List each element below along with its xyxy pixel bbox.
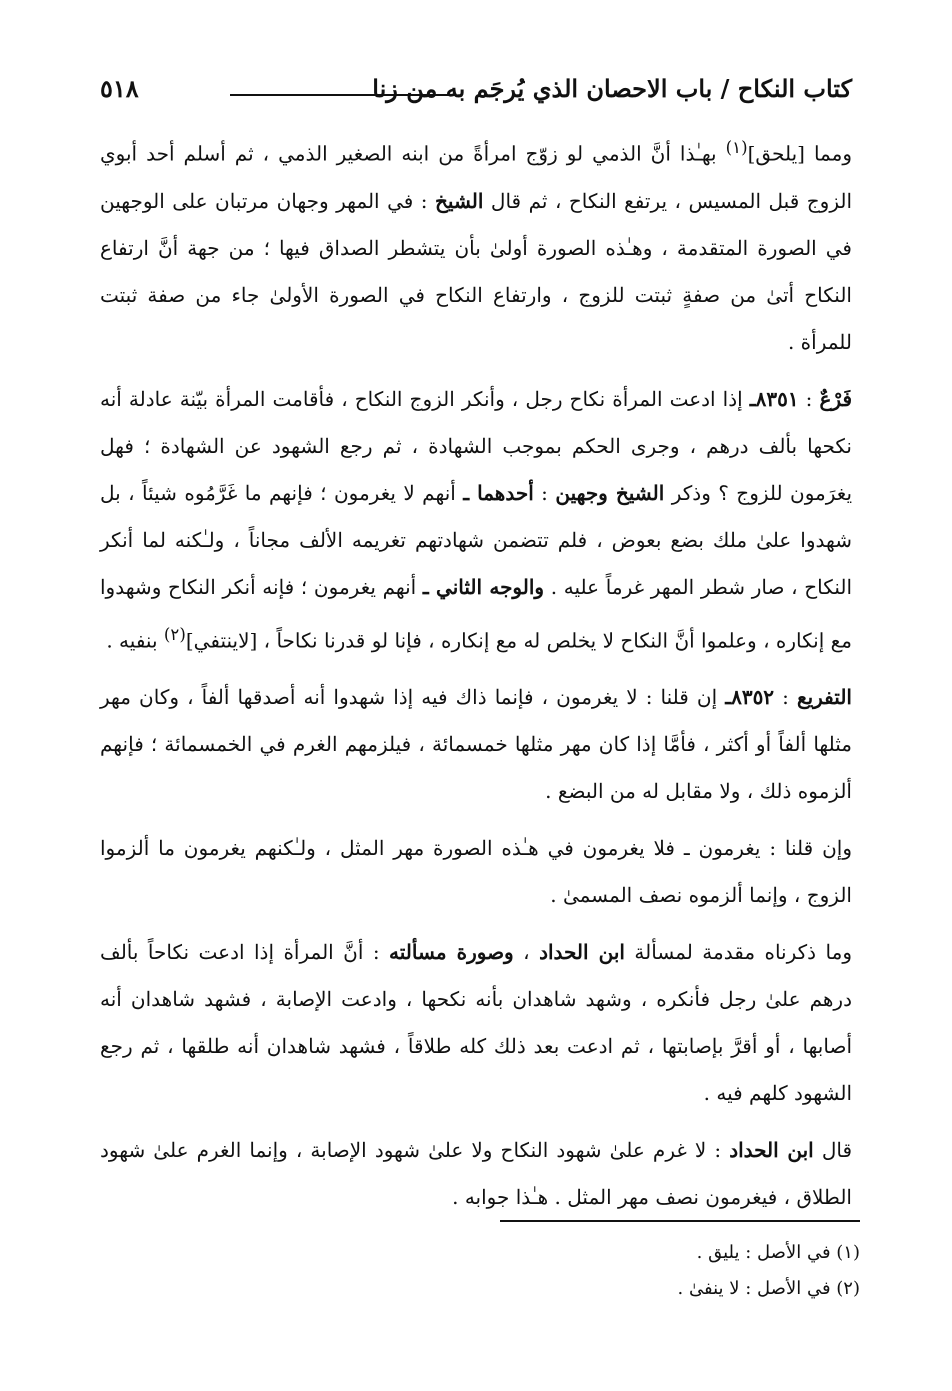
text-run: قال	[813, 1138, 853, 1163]
bold-term: فَرْعٌ	[819, 386, 853, 411]
bold-term: التفريع	[796, 685, 852, 710]
text-run: :	[798, 386, 820, 411]
footnote-ref: (١)	[725, 138, 748, 157]
text-run: : لا غرم علىٰ شهود النكاح ولا علىٰ شهود الإصابة ، وإنما الغرم علىٰ شهود الطلاق ، فيغرمون نصف مهر المثل . هـٰذا جوابه .	[100, 1138, 852, 1210]
text-run: : أنَّ المرأة إذا ادعت نكاحاً بألف درهم علىٰ رجل فأنكره ، وشهد شاهدان بأنه نكحها ، وادعت الإصابة ، فشهد شاهدان أنه أصابها ، أو أقرَّ بإصابتها ، ثم ادعت بعد ذلك كله طلاقاً ، فشهد شاهدان أنه طلقها ، ثم رجع الشهود كلهم فيه .	[100, 940, 852, 1106]
paragraph	[100, 1127, 852, 1221]
header-rule	[230, 94, 450, 96]
bold-term: ابن الحداد	[539, 940, 625, 965]
text-run: وإن قلنا : يغرمون ـ فلا يغرمون في هـٰذه الصورة مهر المثل ، ولـٰكنهم يغرمون ما ألزموا الزوج ، وإنما ألزموه نصف المسمىٰ .	[100, 836, 852, 908]
text-run: : في المهر وجهان مرتبان على الوجهين في الصورة المتقدمة ، وهـٰذه الصورة أولىٰ بأن يتشطر الصداق فيها ؛ من جهة أنَّ ارتفاع النكاح أتىٰ من صفةٍ ثبتت للزوج ، وارتفاع النكاح في الصورة الأولىٰ جاء من صفة ثبتت للمرأة .	[100, 188, 852, 354]
paragraph	[100, 929, 852, 1117]
text-run: أنهم يغرمون ؛ فإنه أنكر النكاح وشهدوا مع إنكاره ، وعلموا أنَّ النكاح لا يخلص له مع إنكاره ، فإنا لو قدرنا نكاحاً ، [لاينتفي]	[100, 574, 852, 653]
paragraph	[100, 376, 852, 665]
running-header	[100, 74, 852, 114]
paragraph	[100, 825, 852, 919]
footnote-ref: (٢)	[163, 624, 186, 644]
footnote-2: (٢) في الأصل : لا ينفىٰ .	[677, 1278, 860, 1299]
page-number: ٥١٨	[100, 74, 139, 103]
paragraph	[100, 124, 852, 366]
text-run: بهـٰذا أنَّ الذمي لو زوّج امرأةً من ابنه الصغير الذمي ، ثم أسلم أحد أبوي الزوج قبل المسيس ، يرتفع النكاح ، ثم قال	[100, 141, 853, 213]
paragraph	[100, 674, 852, 815]
bold-term: ٨٣٥١ـ	[749, 386, 799, 411]
bold-term: أحدهما ـ	[463, 480, 534, 505]
text-run: إن قلنا : لا يغرمون ، فإنما ذاك فيه إذا شهدوا أنه أصدقها ألفاً ، وكان مهر مثلها ألفاً أو أكثر ، فأمَّا إذا كان مهر مثلها خمسمائة ، فيلزمهم الغرم في الخمسمائة ؛ فإنهم ألزموه ذلك ، ولا مقابل له من البضع .	[100, 685, 852, 804]
text-run: وما ذكرناه مقدمة لمسألة	[624, 940, 852, 965]
body-text	[100, 124, 852, 1231]
text-run: أنهم لا يغرمون ؛ فإنهم ما غَرَّمُوه شيئاً ، بل شهدوا علىٰ ملك بضع بعوض ، فلم تتضمن شهادتهم تغريمه الألف مجاناً ، ولـٰكنه لما أنكر النكاح ، صار شطر المهر غرماً عليه .	[100, 480, 852, 599]
bold-term: والوجه الثاني ـ	[422, 574, 545, 599]
text-run: بنفيه .	[106, 628, 164, 653]
bold-term: الشيخ وجهين	[555, 480, 665, 505]
bold-term: ٨٣٥٢ـ	[725, 685, 775, 710]
text-run: :	[533, 480, 556, 505]
footnote-1: (١) في الأصل : يليق .	[696, 1242, 860, 1263]
bold-term: الشيخ	[435, 188, 484, 213]
bold-term: ابن الحداد	[729, 1138, 814, 1163]
bold-term: وصورة مسألته	[389, 940, 514, 965]
footnote-rule	[500, 1220, 860, 1222]
text-run: ،	[513, 940, 540, 965]
running-title: كتاب النكاح / باب الاحصان الذي يُرجَم به من زنا	[372, 74, 852, 103]
text-run: ومما [يلحق]	[747, 141, 852, 166]
footnotes	[100, 1235, 860, 1307]
text-run: :	[774, 685, 797, 710]
text-run: إذا ادعت المرأة نكاح رجل ، وأنكر الزوج النكاح ، فأقامت المرأة بيّنة عادلة أنه نكحها بألف درهم ، وجرى الحكم بموجب الشهادة ، ثم رجع الشهود عن الشهادة ؛ فهل يغرَمون للزوج ؟ وذكر	[100, 386, 853, 505]
